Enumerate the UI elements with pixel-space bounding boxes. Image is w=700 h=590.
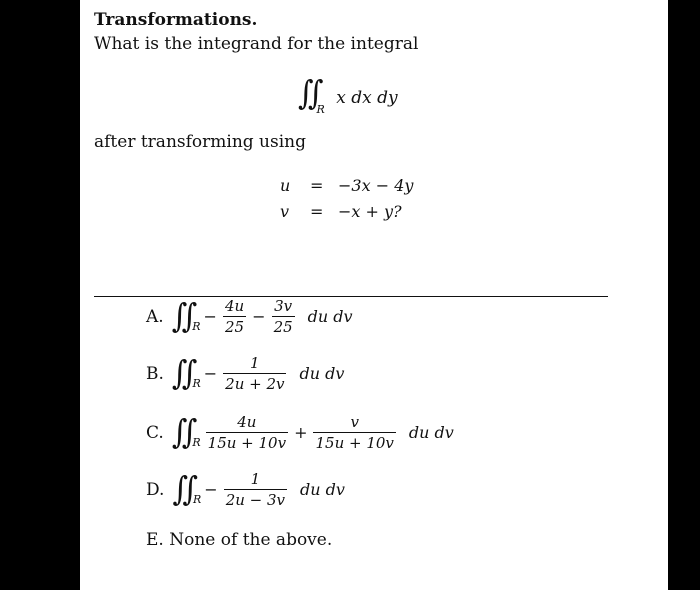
- option-d[interactable]: [146, 470, 345, 509]
- option-b-sign1: −: [203, 364, 218, 383]
- option-e[interactable]: [146, 530, 332, 550]
- option-c-fraction-2: [313, 413, 395, 452]
- system-rhs-1: −3x − 4y: [338, 176, 414, 195]
- option-a-f2-num: 3v: [274, 297, 293, 315]
- double-integral-symbol: ∬: [171, 297, 189, 336]
- option-c-label: C.: [146, 422, 164, 443]
- option-a-f2-den: 25: [273, 318, 293, 336]
- double-integral-symbol: ∬: [171, 413, 189, 452]
- option-d-label: D.: [146, 479, 165, 500]
- option-c-differentials: du dv: [408, 423, 454, 442]
- option-a-f1-den: 25: [225, 318, 245, 336]
- option-b-f1-num: 1: [250, 354, 260, 372]
- option-a-label: A.: [146, 306, 164, 327]
- option-a-sign1: −: [203, 307, 217, 326]
- option-d-sign1: −: [204, 480, 218, 499]
- double-integral-symbol: ∬: [171, 354, 189, 393]
- option-c-fraction-1: [206, 413, 288, 452]
- system-rhs-2: −x + y?: [338, 202, 402, 221]
- option-a-fraction-2: [272, 297, 295, 336]
- option-d-f1-num: 1: [250, 470, 261, 488]
- integral-region: R: [192, 377, 201, 390]
- option-a-sign2: −: [252, 307, 266, 326]
- double-integral-symbol: ∬: [298, 74, 315, 113]
- after-text: after transforming using: [94, 132, 307, 152]
- option-c-f1-den: 15u + 10v: [207, 434, 287, 452]
- main-integral: [298, 74, 398, 116]
- option-b-differentials: du dv: [299, 364, 345, 383]
- option-c[interactable]: [146, 413, 454, 452]
- option-b-label: B.: [146, 363, 164, 384]
- integral-region: R: [316, 103, 325, 116]
- double-integral-symbol: ∬: [172, 470, 189, 509]
- option-d-differentials: du dv: [300, 480, 345, 499]
- question-page: [80, 0, 668, 590]
- question-text: What is the integrand for the integral: [94, 34, 419, 54]
- option-b-f1-den: 2u + 2v: [225, 375, 285, 393]
- integral-integrand: x dx dy: [336, 88, 398, 108]
- option-a[interactable]: [146, 297, 353, 336]
- option-a-differentials: du dv: [307, 307, 353, 326]
- option-b-fraction-1: [223, 354, 286, 393]
- option-c-f2-den: 15u + 10v: [315, 434, 394, 452]
- integral-region: R: [192, 320, 201, 333]
- integral-region: R: [192, 436, 201, 449]
- option-b[interactable]: [146, 354, 344, 393]
- option-a-f1-num: 4u: [224, 297, 245, 315]
- option-c-f2-num: v: [350, 413, 359, 431]
- system-eq-1: =: [310, 176, 324, 195]
- option-a-fraction-1: [223, 297, 246, 336]
- option-c-f1-num: 4u: [237, 413, 257, 431]
- option-e-text: None of the above.: [169, 530, 333, 550]
- system-eq-2: =: [310, 202, 324, 221]
- integral-region: R: [192, 493, 202, 506]
- option-e-label: E.: [146, 530, 164, 550]
- option-d-fraction-1: [224, 470, 287, 509]
- system-lhs-2: v: [280, 202, 290, 221]
- question-title: Transformations.: [94, 10, 258, 30]
- option-d-f1-den: 2u − 3v: [225, 491, 286, 509]
- option-c-sign2: +: [294, 423, 308, 442]
- system-lhs-1: u: [280, 176, 291, 195]
